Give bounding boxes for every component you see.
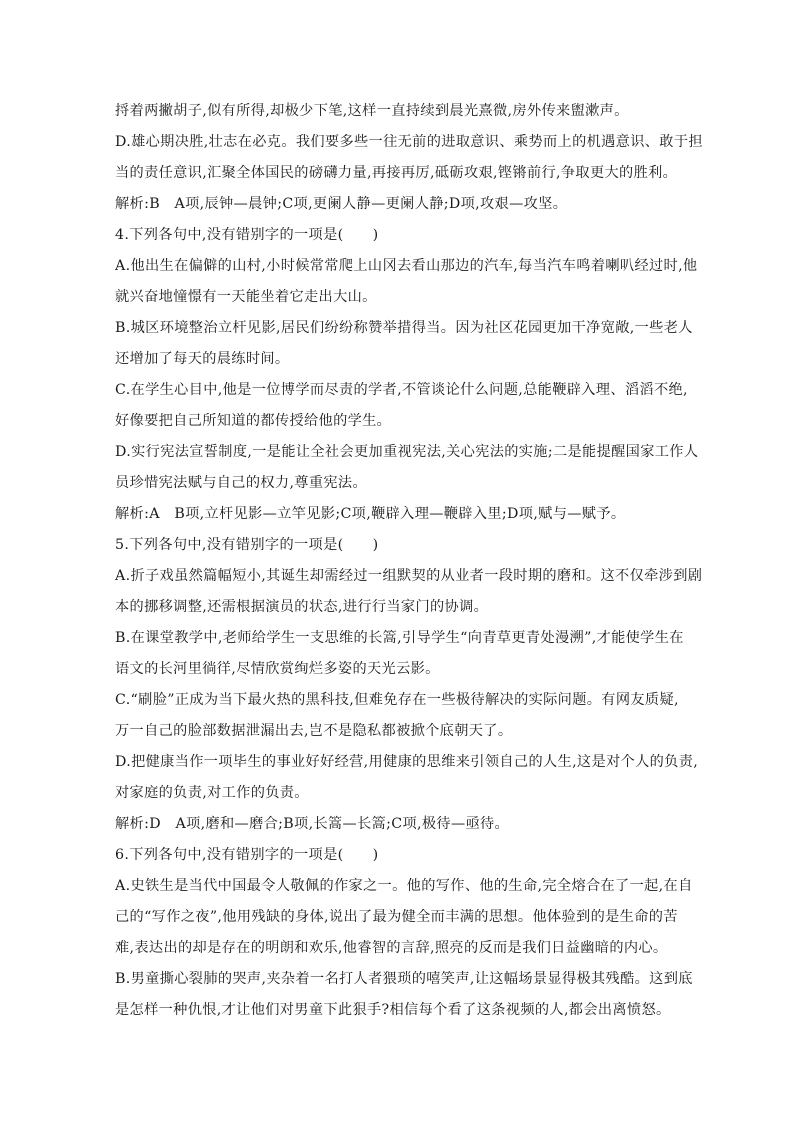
question-6-stem: 6.下列各句中,没有错别字的一项是( ) — [115, 847, 379, 863]
text-line: A.史铁生是当代中国最令人敬佩的作家之一。他的写作、他的生命,完全熔合在了一起,在自 — [115, 878, 693, 894]
text-line: 是怎样一种仇恨,才让他们对男童下此狠手?相信每个看了这条视频的人,都会出离愤怒。 — [115, 1002, 671, 1018]
text-line: 对家庭的负责,对工作的负责。 — [115, 785, 309, 801]
text-line: 员珍惜宪法赋与自己的权力,尊重宪法。 — [115, 475, 367, 491]
text-line: 就兴奋地憧憬有一天能坐着它走出大山。 — [115, 289, 377, 305]
text-line: B.城区环境整治立杆见影,居民们纷纷称赞举措得当。因为社区花园更加干净宽敞,一些老人 — [115, 320, 693, 336]
text-line: 语文的长河里徜徉,尽情欣赏绚烂多姿的天光云影。 — [115, 661, 440, 677]
text-line: 还增加了每天的晨练时间。 — [115, 351, 290, 367]
text-line: 万一自己的脸部数据泄漏出去,岂不是隐私都被掀个底朝天了。 — [115, 723, 513, 739]
question-5-stem: 5.下列各句中,没有错别字的一项是( ) — [115, 537, 379, 553]
text-line: 难,表达出的却是存在的明朗和欢乐,他睿智的言辞,照亮的反而是我们日益幽暗的内心。 — [115, 940, 668, 956]
text-line: 己的“写作之夜”,他用残缺的身体,说出了最为健全而丰满的思想。他体验到的是生命的苦 — [115, 909, 678, 925]
text-line: 本的挪移调整,还需根据演员的状态,进行行当家门的协调。 — [115, 599, 489, 615]
text-line: A.他出生在偏僻的山村,小时候常常爬上山冈去看山那边的汽车,每当汽车鸣着喇叭经过时,他 — [115, 258, 698, 274]
text-line: 捋着两撇胡子,似有所得,却极少下笔,这样一直持续到晨光熹微,房外传来盥漱声。 — [115, 103, 629, 119]
answer-analysis: 解析:A B项,立杆见影—立竿见影;C项,鞭辟入理—鞭辟入里;D项,赋与—赋予。 — [115, 506, 626, 522]
text-line: 好像要把自己所知道的都传授给他的学生。 — [115, 413, 392, 429]
text-line: C.“刷脸”正成为当下最火热的黑科技,但难免存在一些极待解决的实际问题。有网友质疑, — [115, 692, 679, 708]
answer-analysis: 解析:B A项,辰钟—晨钟;C项,更阑人静—更阑人静;D项,攻艰—攻坚。 — [115, 196, 568, 212]
text-line: C.在学生心目中,他是一位博学而尽责的学者,不管谈论什么问题,总能鞭辟入理、滔滔不绝, — [115, 382, 688, 398]
text-line: D.把健康当作一项毕生的事业好好经营,用健康的思维来引领自己的人生,这是对个人的负责, — [115, 754, 699, 770]
question-4-stem: 4.下列各句中,没有错别字的一项是( ) — [115, 227, 379, 243]
document-page — [115, 96, 703, 1026]
text-line: B.在课堂教学中,老师给学生一支思维的长篙,引导学生“向青草更青处漫溯”,才能使学生在 — [115, 630, 684, 646]
text-line: B.男童撕心裂肺的哭声,夹杂着一名打人者猥琐的嘻笑声,让这幅场景显得极其残酷。这到底 — [115, 971, 693, 987]
text-line: D.实行宪法宣誓制度,一是能让全社会更加重视宪法,关心宪法的实施;二是能提醒国家工作人 — [115, 444, 699, 460]
text-line: A.折子戏虽然篇幅短小,其诞生却需经过一组默契的从业者一段时期的磨和。这不仅牵涉到剧 — [115, 568, 703, 584]
text-line: D.雄心期决胜,壮志在必克。我们要多些一往无前的进取意识、乘势而上的机遇意识、敢于担 — [115, 134, 703, 150]
text-line: 当的责任意识,汇聚全体国民的磅礴力量,再接再厉,砥砺攻艰,铿锵前行,争取更大的胜利。 — [115, 165, 678, 181]
answer-analysis: 解析:D A项,磨和—磨合;B项,长篙—长篙;C项,极待—亟待。 — [115, 816, 510, 832]
